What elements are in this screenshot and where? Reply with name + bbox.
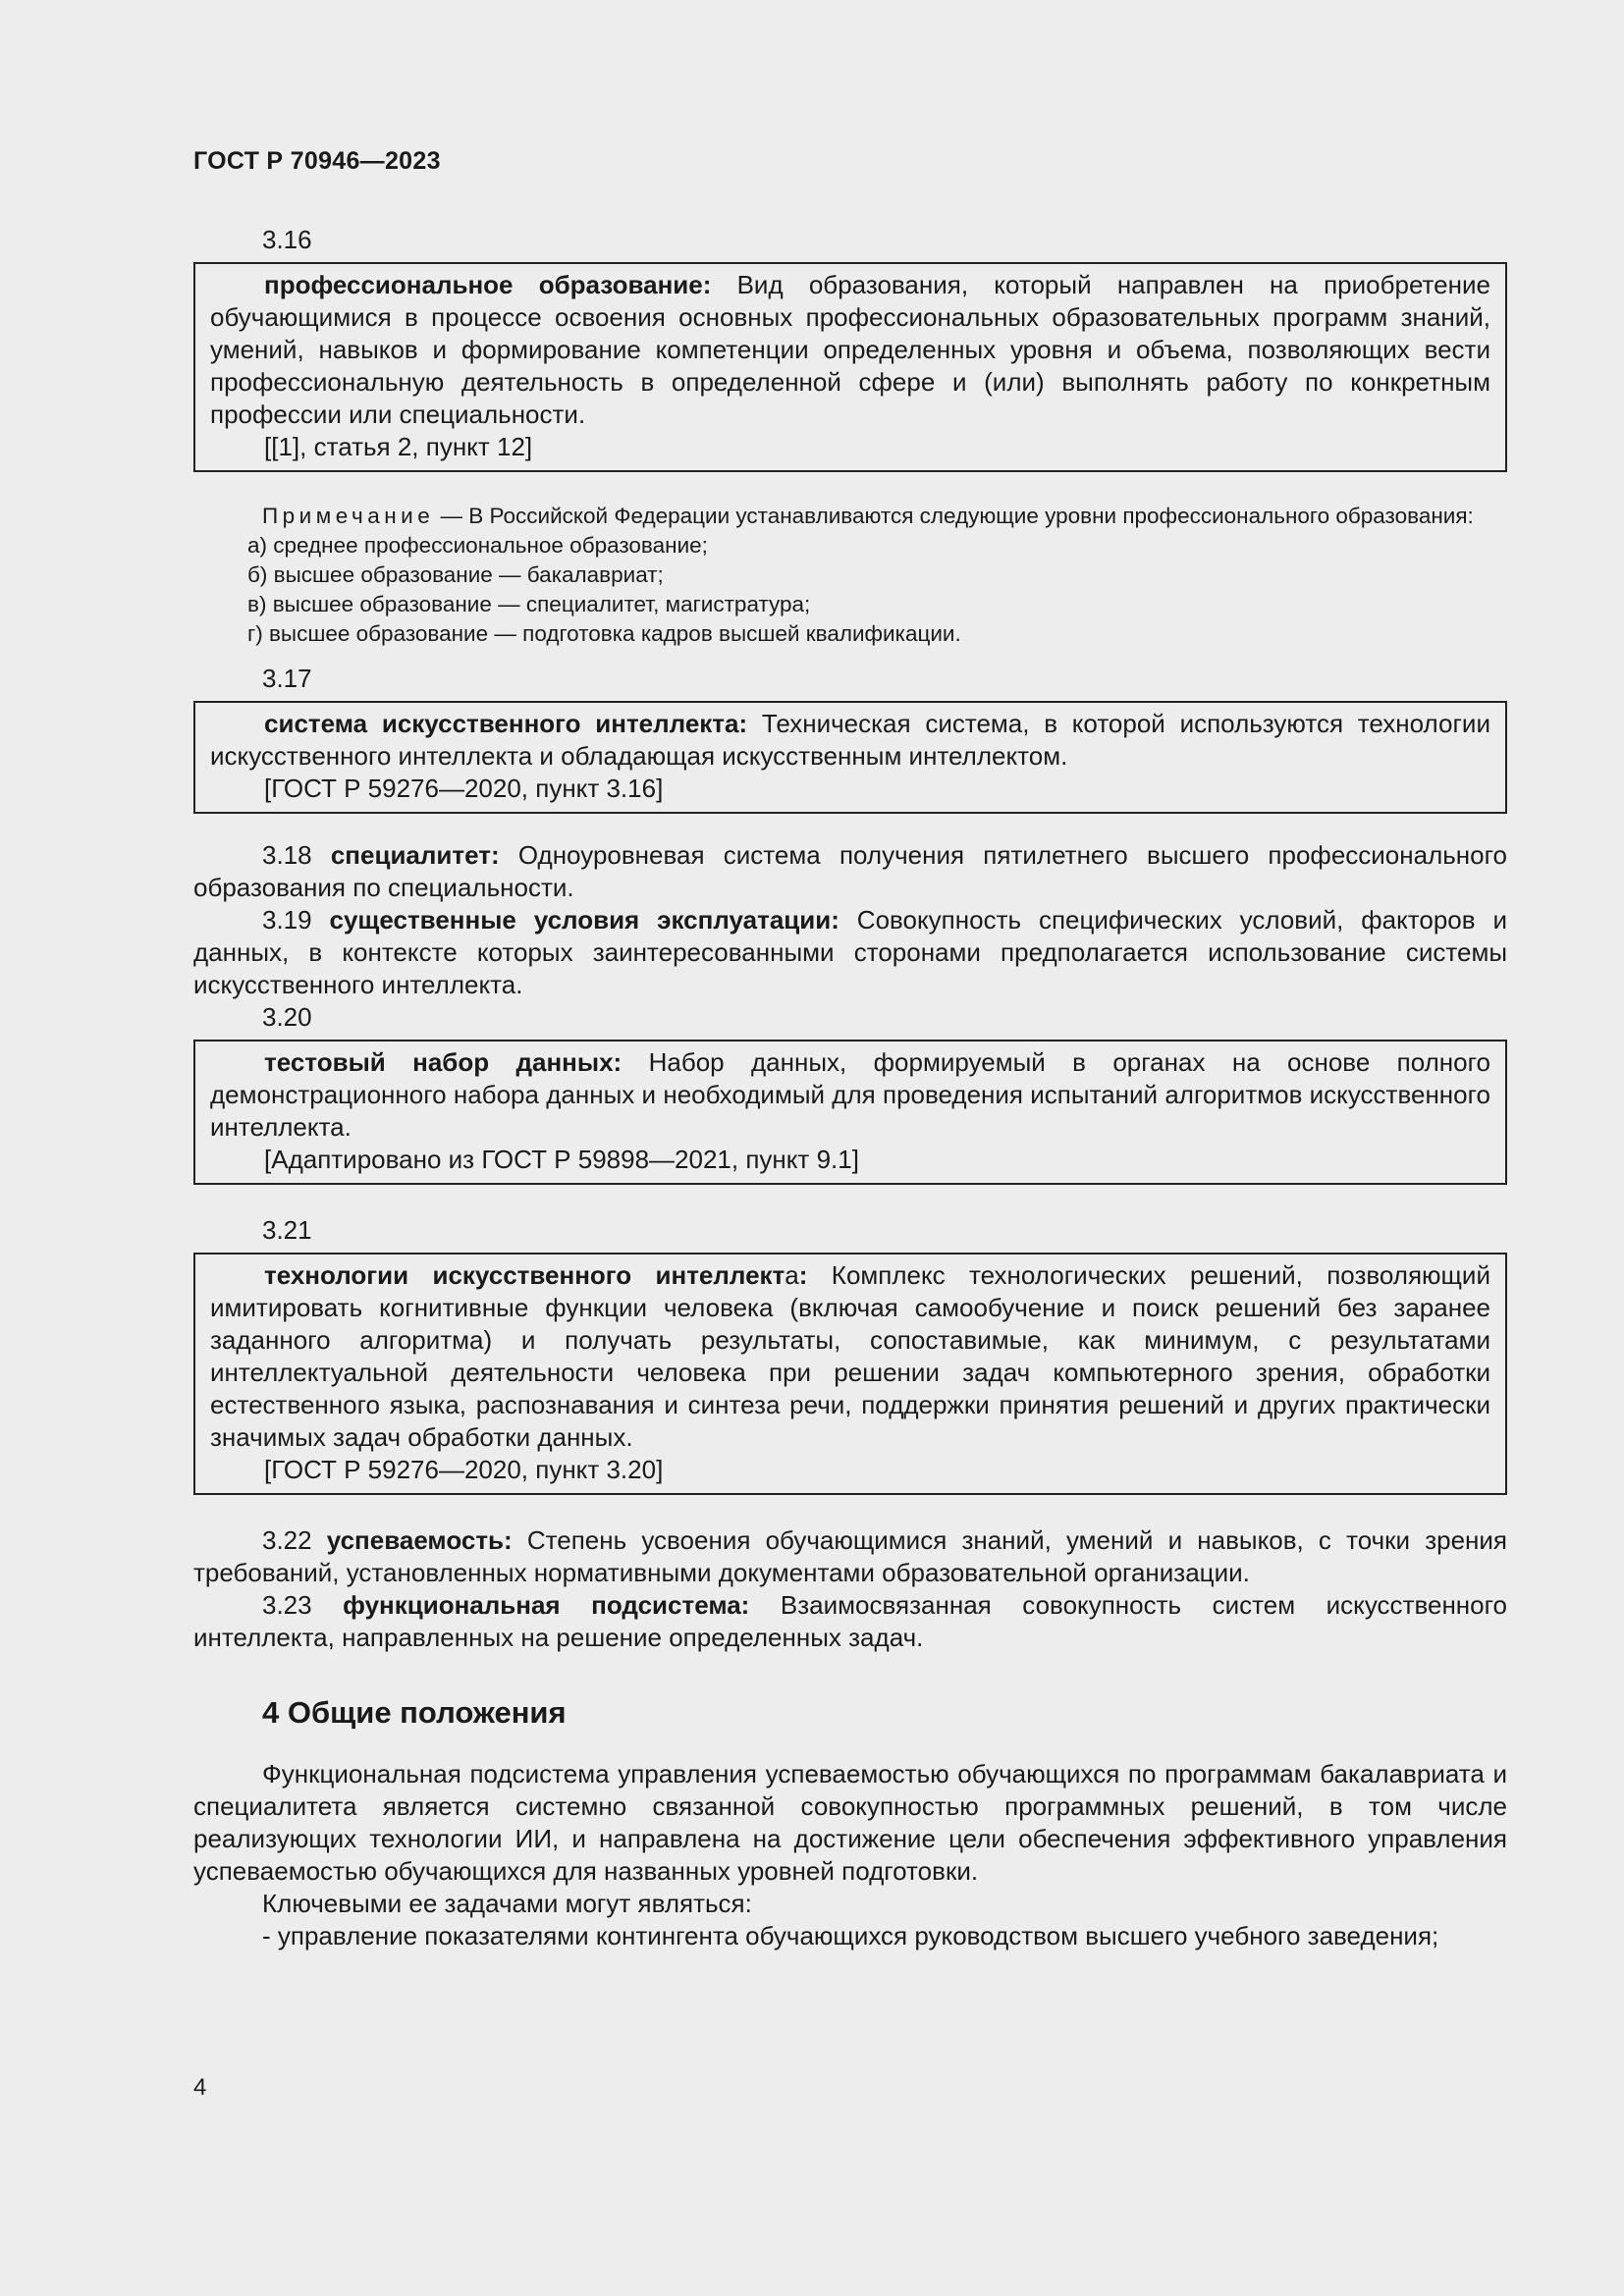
definition-source: [Адаптировано из ГОСТ Р 59898—2021, пункт 9.1] (264, 1145, 859, 1174)
definition-body: Взаимосвязанная совокупность систем искусственного интеллекта, направленных на решение определенных задач. (193, 1590, 1507, 1652)
definition-body: Степень усвоения обучающимися знаний, умений и навыков, с точки зрения требований, установленных нормативными документами образовательной организации. (193, 1525, 1507, 1587)
definition-box (193, 262, 1507, 472)
definition-term: успеваемость: (326, 1525, 513, 1555)
definition-term: существенные условия эксплуатации: (329, 905, 839, 934)
definition-body: Комплекс технологических решений, позволяющий имитировать когнитивные функции человека (включая самообучение и поиск решений без заранее заданного алгоритма) и получать результаты, сопоставимые, как минимум, с результатами интеллектуальной деятельности человека при решении задач компьютерного зрения, обработки естественного языка, распознавания и синтеза речи, поддержки принятия решений и других практически значимых задач обработки данных. (210, 1260, 1490, 1452)
definition-text (210, 269, 1490, 431)
definition-text (210, 1046, 1490, 1144)
document-content (193, 224, 1507, 1952)
definition-body: Техническая система, в которой используются технологии искусственного интеллекта и обладающая искусственным интеллектом. (210, 709, 1490, 771)
page-number: 4 (193, 2074, 207, 2101)
entry-number: 3.18 (262, 840, 331, 870)
definition-term: тестовый набор данных: (264, 1047, 623, 1077)
definition-paragraph (193, 1524, 1507, 1589)
definition-source: [ГОСТ Р 59276—2020, пункт 3.16] (264, 774, 664, 803)
definition-body: Совокупность специфических условий, факторов и данных, в контексте которых заинтересованными сторонами предполагается использование системы искусственного интеллекта. (193, 905, 1507, 999)
definition-term-colon: : (798, 1260, 808, 1290)
entry-number: 3.19 (262, 905, 330, 934)
definition-term-tail: а (785, 1260, 799, 1290)
definition-term: профессиональное образование: (264, 270, 712, 299)
definition-paragraph (193, 1589, 1507, 1654)
definition-term: система искусственного интеллекта: (264, 709, 748, 738)
definition-source: [[1], статья 2, пункт 12] (264, 432, 533, 461)
note-label: Примечание (262, 504, 435, 528)
definition-term: технологии искусственного интеллект (264, 1260, 785, 1290)
entry-number: 3.16 (262, 225, 312, 254)
note-text: — В Российской Федерации устанавливаются следующие уровни профессионального образования: (434, 504, 1474, 528)
body-paragraph: Функциональная подсистема управления успеваемостью обучающихся по программам бакалавриата и специалитета является системно связанной совокупностью программных решений, в том числе реализующих технологии ИИ, и направлена на достижение цели обеспечения эффективного управления успеваемостью обучающихся для названных уровней подготовки. (193, 1759, 1507, 1886)
definition-body: Одноуровневая система получения пятилетнего высшего профессионального образования по специальности. (193, 840, 1507, 902)
body-paragraph: - управление показателями контингента обучающихся руководством высшего учебного заведения; (262, 1921, 1439, 1950)
entry-number: 3.21 (262, 1215, 312, 1245)
definition-box (193, 1253, 1507, 1495)
note-item: б) высшее образование — бакалавриат; (247, 562, 664, 587)
entry-number: 3.22 (262, 1525, 327, 1555)
definition-box (193, 701, 1507, 814)
section-title: 4 Общие положения (262, 1695, 567, 1730)
note (193, 502, 1507, 531)
definition-term: функциональная подсистема: (343, 1590, 750, 1620)
note-item: в) высшее образование — специалитет, магистратура; (247, 592, 811, 616)
document-header: ГОСТ Р 70946—2023 (193, 147, 441, 175)
definition-source: [ГОСТ Р 59276—2020, пункт 3.20] (264, 1455, 664, 1484)
definition-body: Набор данных, формируемый в органах на основе полного демонстрационного набора данных и необходимый для проведения испытаний алгоритмов искусственного интеллекта. (210, 1047, 1490, 1142)
definition-text (210, 1259, 1490, 1454)
entry-number: 3.23 (262, 1590, 344, 1620)
definition-paragraph (193, 839, 1507, 904)
definition-term: специалитет: (330, 840, 500, 870)
body-paragraph: Ключевыми ее задачами могут являться: (262, 1889, 752, 1918)
definition-paragraph (193, 904, 1507, 1001)
definition-box (193, 1040, 1507, 1185)
definition-body: Вид образования, который направлен на приобретение обучающимися в процессе освоения основных профессиональных образовательных программ знаний, умений, навыков и формирование компетенции определенных уровня и объема, позволяющих вести профессиональную деятельность в определенной сфере и (или) выполнять работу по конкретным профессии или специальности. (210, 270, 1490, 429)
note-item: г) высшее образование — подготовка кадров высшей квалификации. (247, 621, 961, 646)
definition-text (210, 708, 1490, 773)
entry-number: 3.20 (262, 1002, 312, 1032)
entry-number: 3.17 (262, 664, 312, 693)
note-item: а) среднее профессиональное образование; (247, 533, 708, 558)
